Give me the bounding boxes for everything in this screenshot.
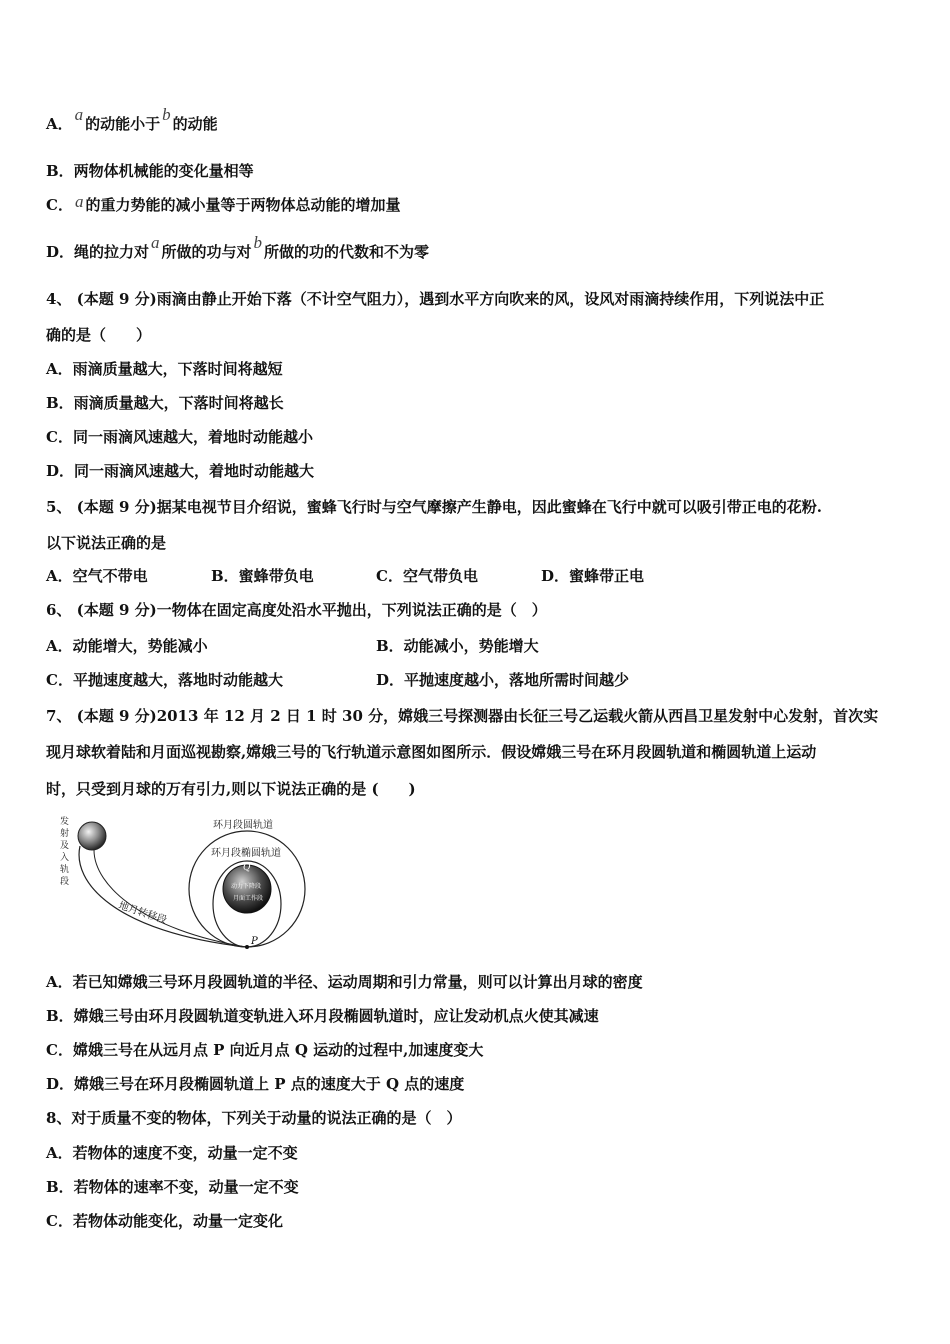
q6-option-a: A．动能增大，势能减小 [46, 637, 208, 655]
q8-option-a: A．若物体的速度不变，动量一定不变 [46, 1144, 298, 1162]
point-p [245, 945, 249, 949]
q4-option-a: A．雨滴质量越大，下落时间将越短 [46, 360, 283, 378]
q7-option-d: D．嫦娥三号在环月段椭圆轨道上 P 点的速度大于 Q 点的速度 [46, 1075, 465, 1093]
circular-orbit-label: 环月段圆轨道 [213, 820, 273, 831]
earth [78, 822, 106, 850]
q4-stem-line2: 确的是（ ） [46, 326, 152, 344]
q4-option-c: C．同一雨滴风速越大，着地时动能越小 [46, 428, 313, 446]
launch-char: 轨 [60, 865, 70, 875]
q8-stem: 8、对于质量不变的物体，下列关于动量的说法正确的是（ ） [46, 1109, 462, 1127]
q7-option-c: C．嫦娥三号在从远月点 P 向近月点 Q 运动的过程中,加速度变大 [46, 1041, 484, 1059]
q5-option-a: A．空气不带电 [46, 567, 148, 585]
q7-stem-line3: 时，只受到月球的万有引力,则以下说法正确的是 ( ) [46, 780, 416, 798]
elliptical-orbit-label: 环月段椭圆轨道 [211, 848, 281, 859]
launch-char: 射 [60, 829, 70, 839]
q8-option-b: B．若物体的速率不变，动量一定不变 [46, 1178, 299, 1196]
q5-option-b: B．蜜蜂带负电 [211, 567, 314, 585]
q5-option-d: D．蜜蜂带正电 [541, 567, 645, 585]
q6-stem: 6、 (本题 9 分)一物体在固定高度处沿水平抛出，下列说法正确的是（ ） [46, 601, 547, 619]
q3-option-a: A． a 的动能小于 b 的动能 [46, 105, 218, 133]
surface-work-label: 月面工作段 [233, 895, 264, 902]
orbit-diagram [54, 812, 324, 958]
q6-option-c: C．平抛速度越大，落地时动能越大 [46, 671, 283, 689]
launch-char: 入 [60, 853, 70, 863]
variable-b: b [162, 105, 171, 124]
q8-option-c: C．若物体动能变化，动量一定变化 [46, 1212, 283, 1230]
q7-stem-line2: 现月球软着陆和月面巡视勘察,嫦娥三号的飞行轨道示意图如图所示．假设嫦娥三号在环月段圆轨道和椭圆轨道上运动 [46, 743, 817, 761]
variable-a: a [151, 233, 160, 252]
q5-option-c: C．空气带负电 [376, 567, 478, 585]
q6-option-b: B．动能减小，势能增大 [376, 637, 539, 655]
q7-option-a: A．若已知嫦娥三号环月段圆轨道的半径、运动周期和引力常量，则可以计算出月球的密度 [46, 973, 643, 991]
q7-option-b: B．嫦娥三号由环月段圆轨道变轨进入环月段椭圆轨道时，应让发动机点火使其减速 [46, 1007, 599, 1025]
point-q-label: Q [243, 863, 251, 873]
variable-a: a [74, 192, 84, 211]
q7-stem-line1: 7、 (本题 9 分)2013 年 12 月 2 日 1 时 30 分，嫦娥三号探测器由长征三号乙运载火箭从西昌卫星发射中心发射，首次实 [46, 707, 879, 725]
q3-option-d: D．绳的拉力对 a 所做的功与对 b 所做的功的代数和不为零 [46, 233, 430, 261]
launch-char: 及 [60, 841, 70, 851]
q5-stem-line1: 5、 (本题 9 分)据某电视节目介绍说，蜜蜂飞行时与空气摩擦产生静电，因此蜜蜂在飞行中就可以吸引带正电的花粉. [46, 498, 822, 516]
q4-stem-line1: 4、 (本题 9 分)雨滴由静止开始下落（不计空气阻力），遇到水平方向吹来的风，设风对雨滴持续作用，下列说法中正 [46, 290, 825, 308]
transfer-label: 地月转移段 [117, 900, 169, 927]
q4-option-d: D．同一雨滴风速越大，着地时动能越大 [46, 462, 315, 480]
point-p-label: P [251, 936, 258, 947]
variable-a: a [74, 105, 84, 124]
q3-option-c: C． a 的重力势能的减小量等于两物体总动能的增加量 [46, 192, 401, 214]
launch-char: 发 [60, 817, 70, 827]
power-descent-label: 动力下降段 [231, 883, 262, 890]
q5-stem-line2: 以下说法正确的是 [46, 534, 167, 552]
q4-option-b: B．雨滴质量越大，下落时间将越长 [46, 394, 284, 412]
launch-char: 段 [60, 877, 70, 887]
q3-option-b: B．两物体机械能的变化量相等 [46, 162, 254, 180]
variable-b: b [253, 233, 263, 252]
q6-option-d: D．平抛速度越小，落地所需时间越少 [376, 671, 630, 689]
